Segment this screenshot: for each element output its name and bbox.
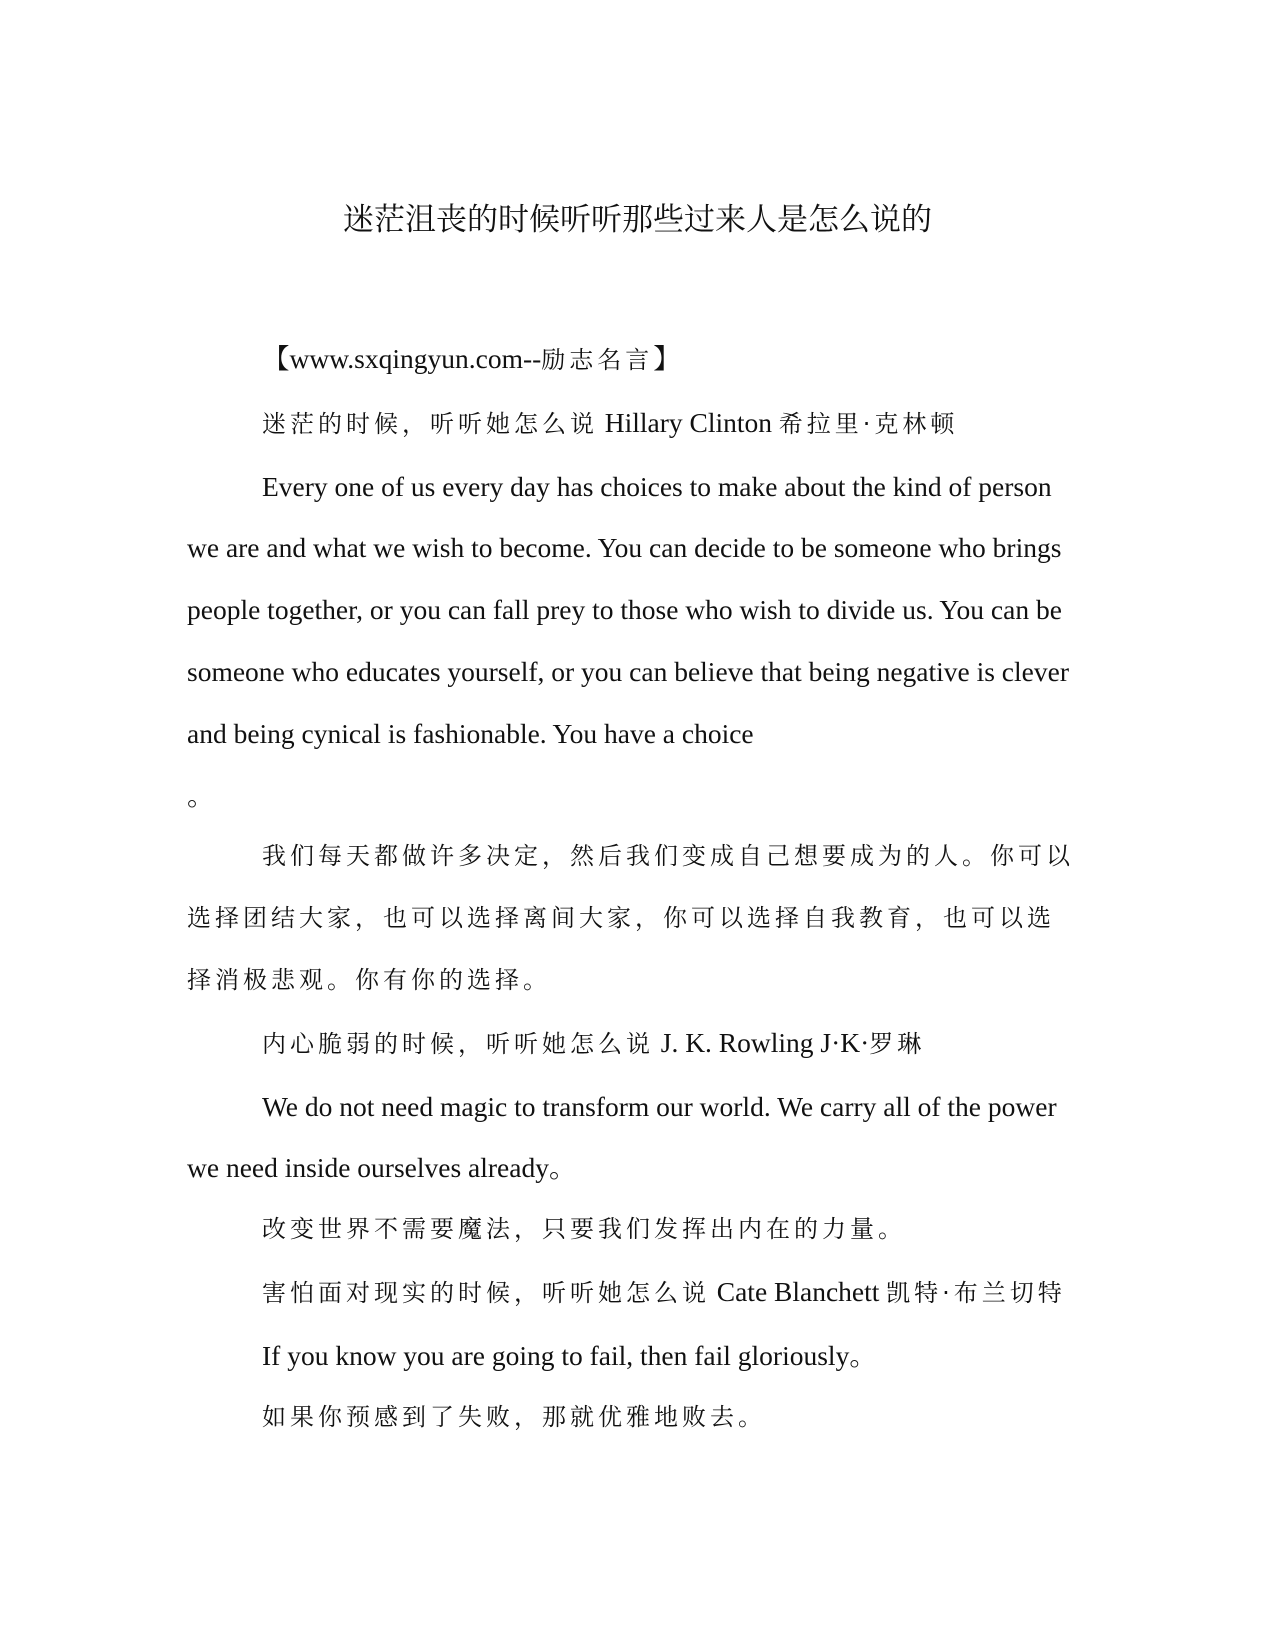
quote-english-text: Every one of us every day has choices to make about the kind of person we are and what we wish to become. You can decide to be someone who brings people together, or you can fall prey to those who wish to divide us. You can be someone who educates yourself, or you can believe that being negative is clever and being cynical is fashionable. You have a choice xyxy=(187,470,1069,749)
source-tag-open: 【 xyxy=(262,343,290,374)
source-tag-close: 】 xyxy=(653,343,681,374)
document-body xyxy=(187,328,1080,1448)
document-title: 迷茫沮丧的时候听听那些过来人是怎么说的 xyxy=(343,202,932,238)
quote-english xyxy=(187,1076,1080,1200)
section-heading-name-en: Cate Blanchett xyxy=(716,1275,880,1307)
quote-english-text: If you know you are going to fail, then fail gloriously xyxy=(262,1339,850,1371)
source-url: www.sxqingyun.com-- xyxy=(289,343,542,374)
quote-english-end: 。 xyxy=(187,779,215,811)
source-category: 励志名言 xyxy=(541,346,654,374)
section-heading-name-en: J. K. Rowling J·K· xyxy=(660,1026,870,1058)
section-heading-zh: 内心脆弱的时候，听听她怎么说 xyxy=(262,1029,654,1058)
quote-english xyxy=(187,1325,1080,1387)
quote-english-end: 。 xyxy=(849,1339,877,1371)
quote-english-end: 。 xyxy=(548,1152,577,1184)
section-heading-zh: 害怕面对现实的时候，听听她怎么说 xyxy=(262,1278,710,1307)
section-heading xyxy=(187,392,1080,456)
section-heading-name-en: Hillary Clinton xyxy=(604,406,773,438)
section-heading xyxy=(187,1261,1080,1325)
quote-english-text: We do not need magic to transform our world. We carry all of the power we need inside ourselves already xyxy=(187,1090,1057,1184)
source-tag xyxy=(187,328,1080,392)
quote-chinese: 如果你预感到了失败，那就优雅地败去。 xyxy=(262,1402,766,1431)
section-heading-zh: 迷茫的时候，听听她怎么说 xyxy=(262,409,598,438)
section-heading-name-zh: 希拉里·克林顿 xyxy=(778,409,959,438)
section-heading-name-zh: 罗琳 xyxy=(869,1029,926,1058)
quote-chinese: 我们每天都做许多决定，然后我们变成自己想要成为的人。你可以选择团结大家，也可以选择离间大家，你可以选择自我教育，也可以选择消极悲观。你有你的选择。 xyxy=(187,842,1074,994)
section-heading-name-zh: 凯特·布兰切特 xyxy=(886,1278,1066,1307)
section-heading xyxy=(187,1012,1080,1076)
quote-chinese: 改变世界不需要魔法，只要我们发挥出内在的力量。 xyxy=(262,1215,906,1244)
quote-english xyxy=(187,456,1080,827)
